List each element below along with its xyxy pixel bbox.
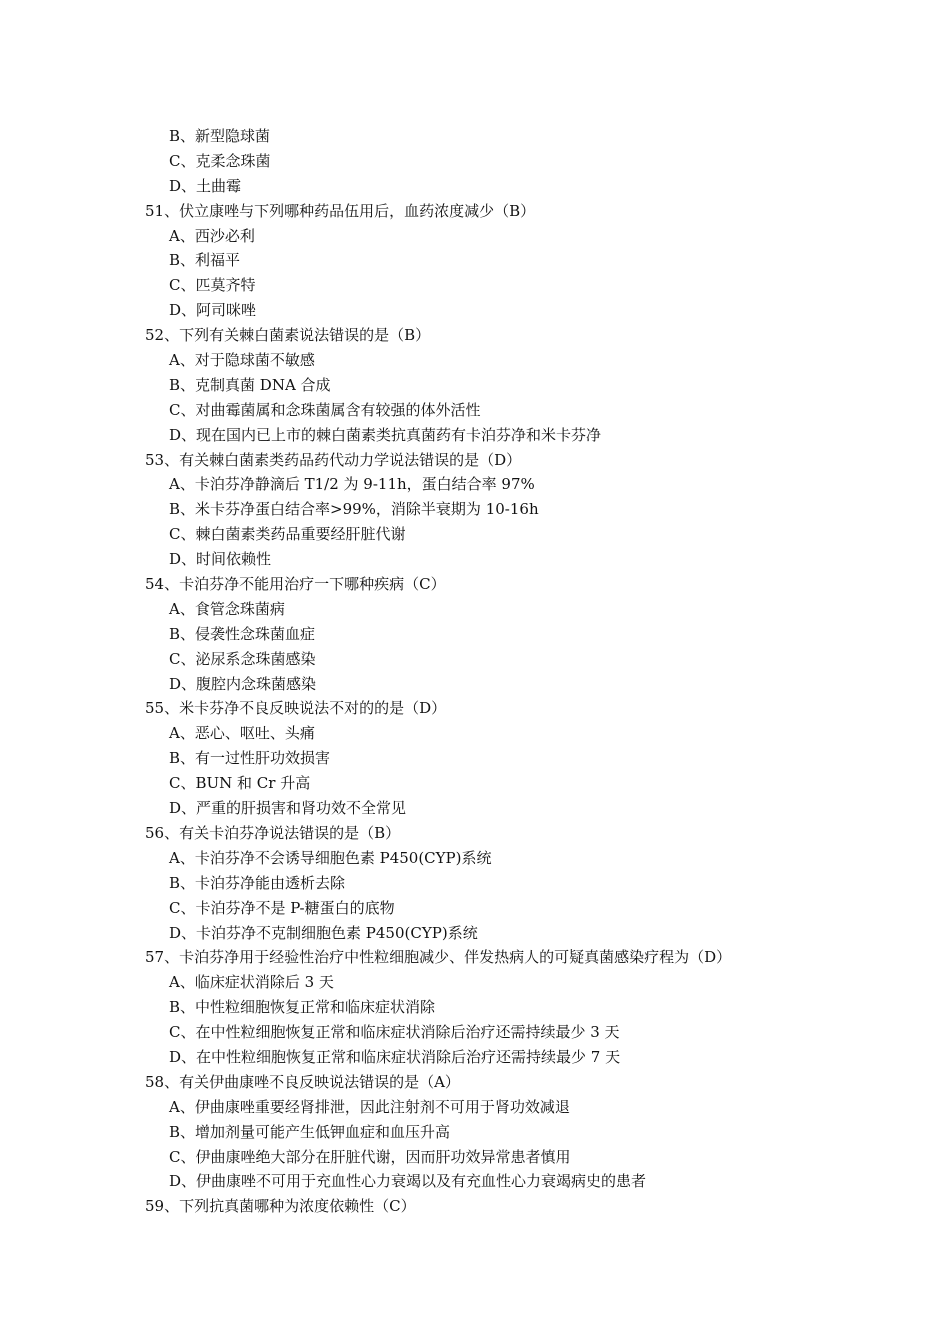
option-text: C、BUN 和 Cr 升高 bbox=[169, 774, 311, 793]
option-text: D、卡泊芬净不克制细胞色素 P450(CYP)系统 bbox=[169, 923, 478, 942]
option-text: B、克制真菌 DNA 合成 bbox=[169, 375, 331, 394]
option-text: A、恶心、呕吐、头痛 bbox=[169, 724, 315, 743]
option-text: C、伊曲康唑绝大部分在肝脏代谢，因而肝功效异常患者慎用 bbox=[169, 1147, 571, 1166]
option-text: D、腹腔内念珠菌感染 bbox=[169, 674, 317, 693]
option-text: A、卡泊芬净静滴后 T1/2 为 9-11h，蛋白结合率 97% bbox=[169, 475, 535, 494]
option-text: D、现在国内已上市的棘白菌素类抗真菌药有卡泊芬净和米卡芬净 bbox=[169, 425, 602, 444]
question-text: 53、有关棘白菌素类药品药代动力学说法错误的是（D） bbox=[145, 450, 522, 469]
option-text: C、对曲霉菌属和念珠菌属含有较强的体外活性 bbox=[169, 400, 481, 419]
option-text: D、土曲霉 bbox=[169, 176, 242, 195]
option-text: B、有一过性肝功效损害 bbox=[169, 749, 331, 768]
option-text: A、伊曲康唑重要经肾排泄，因此注射剂不可用于肾功效减退 bbox=[169, 1097, 570, 1116]
question-text: 51、伏立康唑与下列哪种药品伍用后，血药浓度减少（B） bbox=[145, 201, 536, 220]
option-text: D、阿司咪唑 bbox=[169, 301, 257, 320]
option-text: C、泌尿系念珠菌感染 bbox=[169, 649, 316, 668]
option-text: A、西沙必利 bbox=[169, 226, 255, 245]
question-text: 58、有关伊曲康唑不良反映说法错误的是（A） bbox=[145, 1072, 460, 1091]
option-text: D、时间依赖性 bbox=[169, 550, 272, 569]
option-text: B、新型隐球菌 bbox=[169, 127, 271, 145]
option-text: D、伊曲康唑不可用于充血性心力衰竭以及有充血性心力衰竭病史的患者 bbox=[169, 1172, 647, 1191]
question-text: 56、有关卡泊芬净说法错误的是（B） bbox=[145, 823, 401, 842]
option-text: A、食管念珠菌病 bbox=[169, 599, 285, 618]
question-text: 59、下列抗真菌哪种为浓度依赖性（C） bbox=[145, 1197, 416, 1216]
option-text: B、米卡芬净蛋白结合率>99%，消除半衰期为 10-16h bbox=[169, 500, 539, 519]
option-text: D、严重的肝损害和肾功效不全常见 bbox=[169, 799, 407, 818]
question-text: 57、卡泊芬净用于经验性治疗中性粒细胞减少、伴发热病人的可疑真菌感染疗程为（D） bbox=[145, 948, 732, 967]
question-text: 55、米卡芬净不良反映说法不对的的是（D） bbox=[145, 699, 447, 718]
option-text: C、在中性粒细胞恢复正常和临床症状消除后治疗还需持续最少 3 天 bbox=[169, 1023, 620, 1042]
option-text: D、在中性粒细胞恢复正常和临床症状消除后治疗还需持续最少 7 天 bbox=[169, 1047, 621, 1066]
option-text: C、卡泊芬净不是 P-糖蛋白的底物 bbox=[169, 898, 395, 917]
question-text: 54、卡泊芬净不能用治疗一下哪种疾病（C） bbox=[145, 575, 446, 594]
option-text: B、中性粒细胞恢复正常和临床症状消除 bbox=[169, 998, 436, 1017]
option-text: B、卡泊芬净能由透析去除 bbox=[169, 873, 346, 892]
option-text: C、匹莫齐特 bbox=[169, 276, 256, 295]
option-text: B、增加剂量可能产生低钾血症和血压升高 bbox=[169, 1122, 451, 1141]
option-text: C、克柔念珠菌 bbox=[169, 151, 271, 170]
option-text: A、临床症状消除后 3 天 bbox=[169, 973, 334, 992]
question-list bbox=[145, 124, 925, 1219]
option-text: A、对于隐球菌不敏感 bbox=[169, 351, 315, 370]
option-text: B、利福平 bbox=[169, 251, 241, 270]
option-text: A、卡泊芬净不会诱导细胞色素 P450(CYP)系统 bbox=[169, 848, 492, 867]
option-text: B、侵袭性念珠菌血症 bbox=[169, 624, 316, 643]
option-text: C、棘白菌素类药品重要经肝脏代谢 bbox=[169, 525, 406, 544]
question-text: 52、下列有关棘白菌素说法错误的是（B） bbox=[145, 326, 431, 345]
